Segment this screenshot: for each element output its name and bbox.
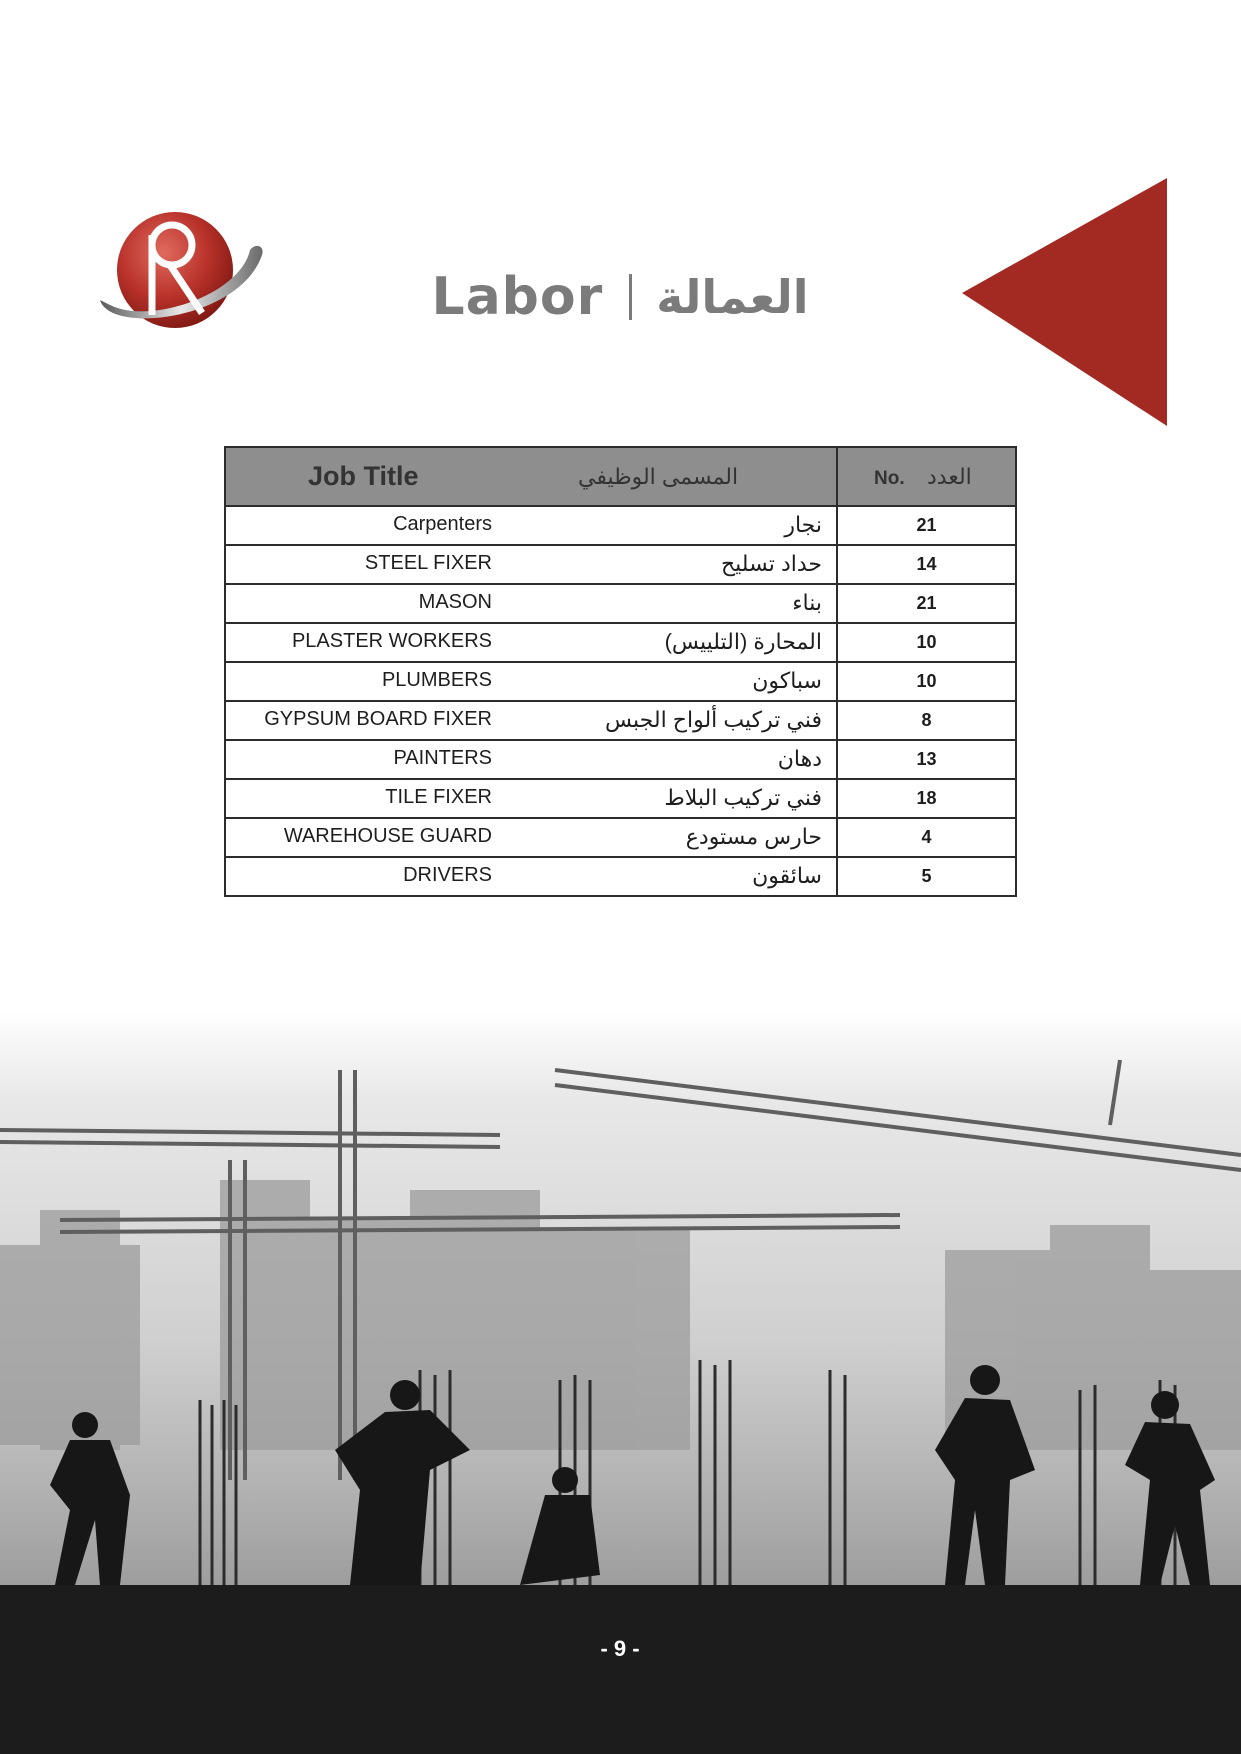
count-cell: 13 (837, 740, 1016, 779)
job-title-english: Carpenters (393, 513, 492, 535)
table-row (225, 701, 1016, 740)
job-title-arabic: فني تركيب ألواح الجبس (604, 707, 822, 732)
table-row (225, 545, 1016, 584)
job-title-cell (225, 662, 837, 701)
count-cell: 14 (837, 545, 1016, 584)
company-logo-icon (90, 205, 270, 345)
title-divider (629, 274, 632, 320)
count-header-arabic: العدد (927, 464, 972, 489)
page-title (430, 262, 810, 332)
table-row (225, 506, 1016, 545)
job-title-arabic: حارس مستودع (685, 824, 822, 849)
job-title-cell (225, 779, 837, 818)
job-title-header (225, 447, 837, 506)
job-title-english: PLUMBERS (381, 669, 492, 691)
job-title-arabic: دهان (777, 746, 822, 771)
job-title-arabic: فني تركيب البلاط (664, 785, 822, 810)
table-row (225, 584, 1016, 623)
job-title-arabic: المحارة (التلييس) (664, 629, 822, 654)
job-title-cell (225, 545, 837, 584)
job-title-english: TILE FIXER (385, 786, 492, 808)
job-title-english: GYPSUM BOARD FIXER (264, 708, 492, 730)
page-title-english: Labor (431, 267, 604, 327)
job-title-english: STEEL FIXER (364, 552, 492, 574)
count-cell: 10 (837, 623, 1016, 662)
job-title-cell (225, 857, 837, 896)
count-cell: 21 (837, 584, 1016, 623)
job-title-english: MASON (418, 591, 492, 613)
table-row (225, 857, 1016, 896)
decorative-triangle-icon (962, 178, 1167, 426)
count-cell: 4 (837, 818, 1016, 857)
count-cell: 10 (837, 662, 1016, 701)
table-row (225, 818, 1016, 857)
job-title-cell (225, 584, 837, 623)
job-title-arabic: حداد تسليح (720, 551, 822, 576)
table-row (225, 623, 1016, 662)
job-title-header-english: Job Title (308, 461, 419, 491)
page-number: - 9 - (600, 1636, 640, 1661)
count-cell: 8 (837, 701, 1016, 740)
job-title-english: WAREHOUSE GUARD (283, 825, 492, 847)
table-header-row (225, 447, 1016, 506)
count-cell: 18 (837, 779, 1016, 818)
job-title-arabic: بناء (792, 590, 822, 615)
job-title-english: DRIVERS (403, 864, 492, 886)
job-title-header-arabic: المسمى الوظيفي (578, 464, 739, 489)
job-title-arabic: سائقون (752, 863, 822, 888)
table-row (225, 779, 1016, 818)
job-title-cell (225, 623, 837, 662)
job-title-english: PAINTERS (393, 747, 492, 769)
job-title-arabic: سباكون (752, 668, 822, 693)
count-cell: 5 (837, 857, 1016, 896)
job-title-cell (225, 818, 837, 857)
table-row (225, 662, 1016, 701)
labor-table (224, 446, 1017, 897)
count-header (837, 447, 1016, 506)
count-cell: 21 (837, 506, 1016, 545)
page-title-arabic: العمالة (656, 270, 809, 324)
job-title-cell (225, 701, 837, 740)
job-title-cell (225, 740, 837, 779)
job-title-arabic: نجار (784, 512, 822, 537)
job-title-cell (225, 506, 837, 545)
table-row (225, 740, 1016, 779)
count-header-english: No. (874, 468, 905, 489)
job-title-english: PLASTER WORKERS (291, 630, 492, 652)
